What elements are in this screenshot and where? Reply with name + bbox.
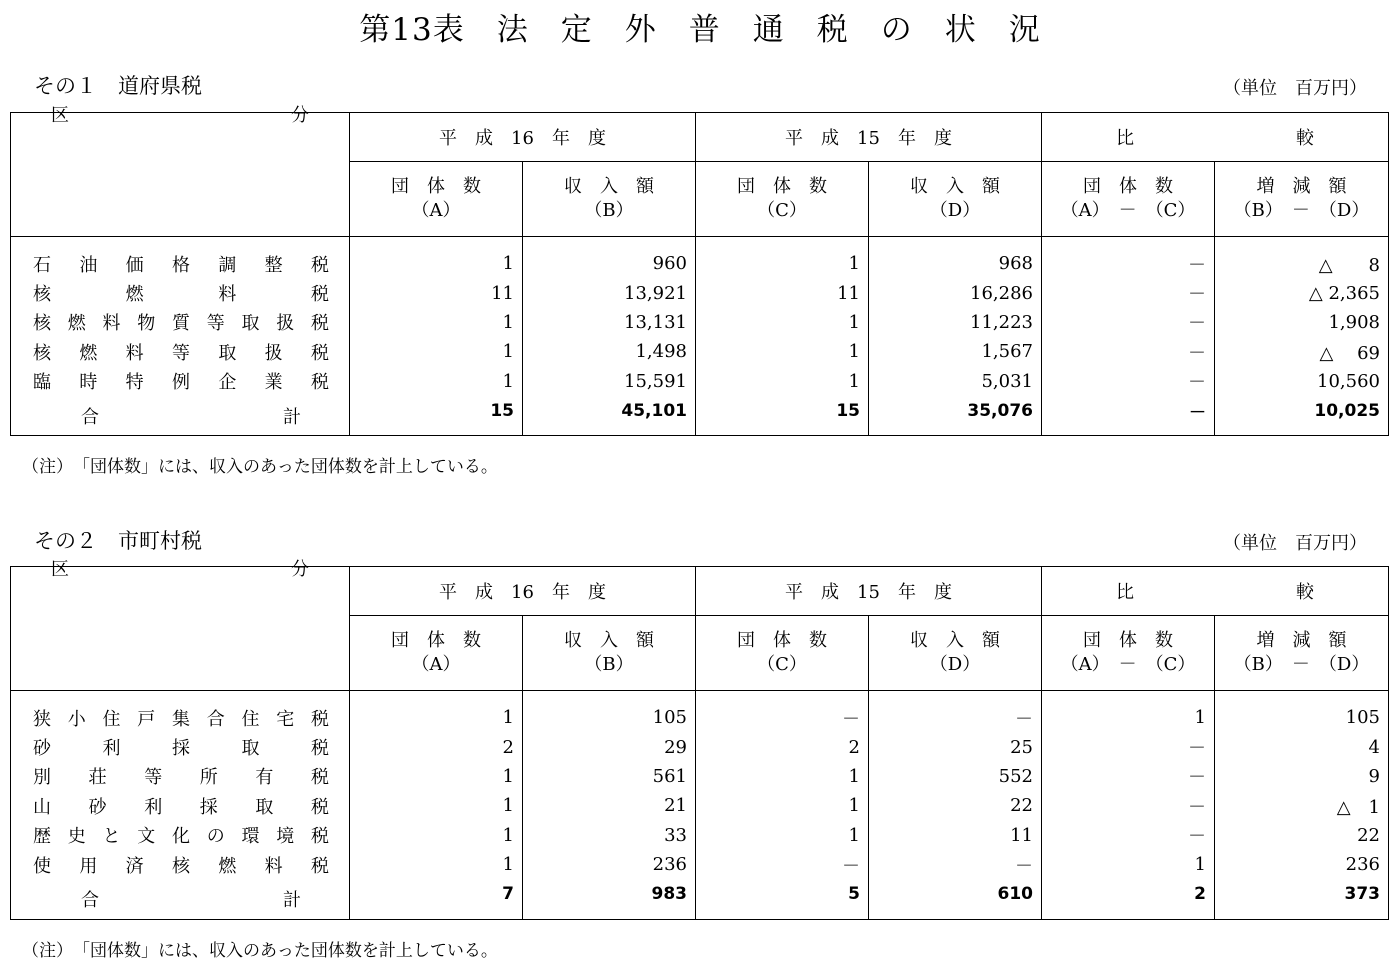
cell-d: 11,223 bbox=[869, 308, 1042, 337]
header-dantai-c: 団 体 数 （C） bbox=[696, 162, 869, 237]
row-name: 核燃料税 bbox=[11, 278, 350, 307]
table-municipal-tax bbox=[10, 559, 1389, 920]
cell-bd: △ 2,365 bbox=[1215, 278, 1389, 307]
row-name: 核燃料等取扱税 bbox=[11, 337, 350, 366]
cell-ac: － bbox=[1042, 791, 1215, 820]
section-2-title: その２ 市町村税 bbox=[34, 529, 202, 553]
cell-b: 13,921 bbox=[523, 278, 696, 307]
header-kubun-1: 区 bbox=[51, 105, 69, 126]
cell-c: － bbox=[696, 850, 869, 879]
cell-d: 552 bbox=[869, 762, 1042, 791]
cell-bd: 9 bbox=[1215, 762, 1389, 791]
cell-c: 5 bbox=[696, 879, 869, 919]
cell-c: 1 bbox=[696, 762, 869, 791]
cell-bd: 373 bbox=[1215, 879, 1389, 919]
note-2: （注） 「団体数」には、収入のあった団体数を計上している。 bbox=[22, 941, 498, 961]
header-zogen-bd: 増 減 額 （B） － （D） bbox=[1215, 616, 1389, 691]
header-h16: 平 成 16 年 度 bbox=[350, 567, 696, 616]
header-kubun bbox=[11, 105, 350, 237]
cell-a: 1 bbox=[350, 791, 523, 820]
cell-ac: 2 bbox=[1042, 879, 1215, 919]
cell-a: 11 bbox=[350, 278, 523, 307]
cell-d: 25 bbox=[869, 732, 1042, 761]
cell-b: 1,498 bbox=[523, 337, 696, 366]
table-row bbox=[11, 367, 1389, 396]
unit-label-1: （単位 百万円） bbox=[1223, 78, 1367, 99]
cell-b: 33 bbox=[523, 821, 696, 850]
cell-c: 1 bbox=[696, 821, 869, 850]
table-row bbox=[11, 762, 1389, 791]
cell-bd: 105 bbox=[1215, 691, 1389, 733]
cell-b: 960 bbox=[523, 237, 696, 279]
cell-bd: 22 bbox=[1215, 821, 1389, 850]
row-name: 山砂利採取税 bbox=[11, 791, 350, 820]
cell-d: 968 bbox=[869, 237, 1042, 279]
cell-c: 11 bbox=[696, 278, 869, 307]
header-dantai-ac: 団 体 数 （A） － （C） bbox=[1042, 162, 1215, 237]
cell-ac: － bbox=[1042, 337, 1215, 366]
cell-c: 1 bbox=[696, 367, 869, 396]
table-row bbox=[11, 791, 1389, 820]
cell-ac: － bbox=[1042, 278, 1215, 307]
cell-bd: △ 8 bbox=[1215, 237, 1389, 279]
header-dantai-a: 団 体 数 （A） bbox=[350, 162, 523, 237]
header-shunyu-d: 収 入 額 （D） bbox=[869, 162, 1042, 237]
row-name: 砂利採取税 bbox=[11, 732, 350, 761]
cell-d: 11 bbox=[869, 821, 1042, 850]
header-kubun-1: 区 bbox=[51, 559, 69, 580]
row-name: 合計 bbox=[11, 396, 350, 436]
cell-a: 1 bbox=[350, 308, 523, 337]
cell-d: 35,076 bbox=[869, 396, 1042, 436]
table-row bbox=[11, 850, 1389, 879]
header-kubun bbox=[11, 559, 350, 691]
table-row bbox=[11, 732, 1389, 761]
table-row bbox=[11, 308, 1389, 337]
header-h16: 平 成 16 年 度 bbox=[350, 113, 696, 162]
row-name: 核燃料物質等取扱税 bbox=[11, 308, 350, 337]
header-kubun-2: 分 bbox=[291, 105, 309, 126]
row-name: 狭小住戸集合住宅税 bbox=[11, 691, 350, 733]
cell-b: 13,131 bbox=[523, 308, 696, 337]
cell-c: 1 bbox=[696, 337, 869, 366]
header-shunyu-d: 収 入 額 （D） bbox=[869, 616, 1042, 691]
header-shunyu-b: 収 入 額 （B） bbox=[523, 162, 696, 237]
total-row bbox=[11, 879, 1389, 919]
cell-d: － bbox=[869, 691, 1042, 733]
header-hikaku: 比 較 bbox=[1042, 567, 1389, 616]
page-title: 第13表 法 定 外 普 通 税 の 状 況 bbox=[359, 12, 1041, 48]
cell-a: 1 bbox=[350, 821, 523, 850]
header-kubun-2: 分 bbox=[291, 559, 309, 580]
row-name: 石油価格調整税 bbox=[11, 237, 350, 279]
cell-a: 15 bbox=[350, 396, 523, 436]
cell-a: 7 bbox=[350, 879, 523, 919]
cell-ac: 1 bbox=[1042, 850, 1215, 879]
table-row bbox=[11, 237, 1389, 279]
row-name: 臨時特例企業税 bbox=[11, 367, 350, 396]
cell-ac: － bbox=[1042, 237, 1215, 279]
cell-ac: － bbox=[1042, 762, 1215, 791]
cell-a: 2 bbox=[350, 732, 523, 761]
cell-c: 15 bbox=[696, 396, 869, 436]
row-name: 別荘等所有税 bbox=[11, 762, 350, 791]
cell-bd: △ 1 bbox=[1215, 791, 1389, 820]
row-name: 歴史と文化の環境税 bbox=[11, 821, 350, 850]
header-zogen-bd: 増 減 額 （B） － （D） bbox=[1215, 162, 1389, 237]
cell-d: 22 bbox=[869, 791, 1042, 820]
cell-a: 1 bbox=[350, 337, 523, 366]
cell-b: 15,591 bbox=[523, 367, 696, 396]
cell-bd: 10,025 bbox=[1215, 396, 1389, 436]
cell-c: － bbox=[696, 691, 869, 733]
cell-a: 1 bbox=[350, 762, 523, 791]
cell-ac: － bbox=[1042, 367, 1215, 396]
row-name: 使用済核燃料税 bbox=[11, 850, 350, 879]
cell-ac: － bbox=[1042, 308, 1215, 337]
cell-a: 1 bbox=[350, 850, 523, 879]
cell-c: 1 bbox=[696, 308, 869, 337]
cell-bd: △ 69 bbox=[1215, 337, 1389, 366]
cell-b: 105 bbox=[523, 691, 696, 733]
header-dantai-a: 団 体 数 （A） bbox=[350, 616, 523, 691]
cell-d: 610 bbox=[869, 879, 1042, 919]
cell-ac: － bbox=[1042, 821, 1215, 850]
header-shunyu-b: 収 入 額 （B） bbox=[523, 616, 696, 691]
cell-a: 1 bbox=[350, 691, 523, 733]
cell-b: 561 bbox=[523, 762, 696, 791]
header-h15: 平 成 15 年 度 bbox=[696, 113, 1042, 162]
header-hikaku: 比 較 bbox=[1042, 113, 1389, 162]
cell-c: 1 bbox=[696, 237, 869, 279]
cell-b: 29 bbox=[523, 732, 696, 761]
cell-b: 983 bbox=[523, 879, 696, 919]
cell-c: 2 bbox=[696, 732, 869, 761]
table-row bbox=[11, 821, 1389, 850]
cell-d: 1,567 bbox=[869, 337, 1042, 366]
table-row bbox=[11, 691, 1389, 733]
cell-bd: 236 bbox=[1215, 850, 1389, 879]
table-prefectural-tax bbox=[10, 105, 1389, 436]
cell-b: 45,101 bbox=[523, 396, 696, 436]
cell-ac: － bbox=[1042, 396, 1215, 436]
header-dantai-ac: 団 体 数 （A） － （C） bbox=[1042, 616, 1215, 691]
cell-c: 1 bbox=[696, 791, 869, 820]
unit-label-2: （単位 百万円） bbox=[1223, 533, 1367, 554]
section-1-title: その１ 道府県税 bbox=[34, 74, 202, 98]
note-1: （注） 「団体数」には、収入のあった団体数を計上している。 bbox=[22, 457, 498, 477]
cell-bd: 4 bbox=[1215, 732, 1389, 761]
cell-d: 5,031 bbox=[869, 367, 1042, 396]
cell-ac: 1 bbox=[1042, 691, 1215, 733]
table-row bbox=[11, 278, 1389, 307]
cell-b: 236 bbox=[523, 850, 696, 879]
cell-d: － bbox=[869, 850, 1042, 879]
cell-d: 16,286 bbox=[869, 278, 1042, 307]
cell-a: 1 bbox=[350, 237, 523, 279]
cell-bd: 10,560 bbox=[1215, 367, 1389, 396]
header-dantai-c: 団 体 数 （C） bbox=[696, 616, 869, 691]
header-h15: 平 成 15 年 度 bbox=[696, 567, 1042, 616]
cell-a: 1 bbox=[350, 367, 523, 396]
cell-bd: 1,908 bbox=[1215, 308, 1389, 337]
cell-b: 21 bbox=[523, 791, 696, 820]
table-row bbox=[11, 337, 1389, 366]
total-row bbox=[11, 396, 1389, 436]
cell-ac: － bbox=[1042, 732, 1215, 761]
row-name: 合計 bbox=[11, 879, 350, 919]
